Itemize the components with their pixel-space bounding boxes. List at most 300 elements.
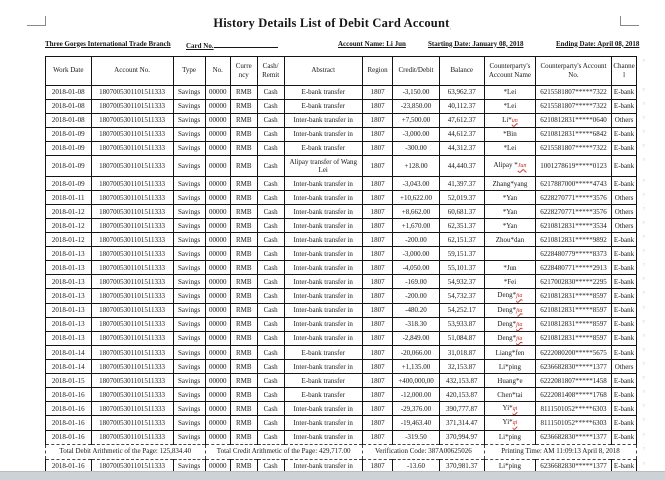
cell-no: 00000 [205,360,230,374]
cell-region: 1807 [362,346,393,360]
cell-work-date: 2018-01-14 [46,346,92,360]
cell-type: Savings [173,289,205,303]
cell-credit-debit: -20,066.00 [393,346,439,360]
cell-abstract: Inter-bank transfer in [284,261,362,275]
cell-counterparty-account: 6215581807*****7322 [535,99,611,113]
cell-balance: 390,777.87 [439,402,485,416]
cell-account-no: 1807005301101511333 [91,141,173,155]
cell-work-date: 2018-01-15 [46,374,92,388]
cell-channel: E-bank ¤ [612,402,637,416]
cell-currency: RMB [230,289,257,303]
table-row [46,332,637,346]
document-page [0,16,665,480]
cell-type: Savings [173,113,205,127]
cell-account-no: 1807005301101511333 [91,219,173,233]
cell-credit-debit: -3,000.00 [393,127,439,141]
cell-credit-debit: -3,043.00 [393,177,439,191]
cell-channel: E-bank ¤ [612,85,637,99]
cell-counterparty-account: 1001278619*****0123 [535,155,611,177]
cell-credit-debit: +8,662.00 [393,205,439,219]
page-bottom-edge [0,471,665,480]
cell-account-no: 1807005301101511333 [91,191,173,205]
cell-work-date: 2018-01-16 [46,459,92,473]
cell-abstract: Alipay transfer of Wang Lei [284,155,362,177]
cell-no: 00000 [205,113,230,127]
cell-cash-remit: Cash [257,317,284,331]
cell-abstract: E-bank transfer [284,374,362,388]
cell-counterparty-account: 6217887000*****4743 [535,177,611,191]
cell-account-no: 1807005301101511333 [91,113,173,127]
cell-type: Savings [173,374,205,388]
red-annotated-name-part: jia [516,293,523,300]
cell-no: 00000 [205,155,230,177]
cell-no: 00000 [205,416,230,430]
cell-work-date: 2018-01-13 [46,317,92,331]
cell-type: Savings [173,247,205,261]
cell-currency: RMB [230,99,257,113]
cell-no: 00000 [205,332,230,346]
cell-credit-debit: +1,135.00 [393,360,439,374]
cell-work-date: 2018-01-12 [46,219,92,233]
cell-cash-remit: Cash [257,99,284,113]
cell-no: 00000 [205,219,230,233]
cell-work-date: 2018-01-16 [46,388,92,402]
cell-counterparty-name: Li*ping [485,360,536,374]
cell-counterparty-account: 6228480779*****8373 [535,247,611,261]
cell-credit-debit: -23,850.00 [393,99,439,113]
table-row [46,402,637,416]
cell-credit-debit: -200.00 [393,289,439,303]
cell-type: Savings [173,346,205,360]
red-annotated-name-part: qi [512,406,518,413]
table-row [46,388,637,402]
cell-channel: E-bank ¤ [612,247,637,261]
cell-counterparty-name: Li*ping [485,430,536,444]
cell-region: 1807 [362,155,393,177]
cell-counterparty-name [485,247,536,261]
cell-type: Savings [173,261,205,275]
cell-account-no: 1807005301101511333 [91,233,173,247]
cell-account-no: 1807005301101511333 [91,430,173,444]
cell-currency: RMB [230,205,257,219]
cell-work-date: 2018-01-13 [46,247,92,261]
cell-channel: E-bank ¤ [612,374,637,388]
cell-abstract: E-bank transfer [284,85,362,99]
column-header: Region [362,56,393,85]
cell-type: Savings [173,459,205,473]
cell-counterparty-account: 6210812831*****8597 [535,289,611,303]
cell-no: 00000 [205,127,230,141]
table-row [46,141,637,155]
cell-abstract: E-bank transfer [284,388,362,402]
cell-currency: RMB [230,374,257,388]
cell-balance: 55,101.37 [439,261,485,275]
cell-account-no: 1807005301101511333 [91,416,173,430]
column-header: Cash/ Remit [257,56,284,85]
cell-currency: RMB [230,416,257,430]
cell-credit-debit: -3,150.00 [393,85,439,99]
cell-type: Savings [173,219,205,233]
cell-work-date: 2018-01-08 [46,85,92,99]
table-row [46,360,637,374]
cell-cash-remit: Cash [257,191,284,205]
cell-work-date: 2018-01-08 [46,113,92,127]
cell-counterparty-name: Deng*jia [485,317,536,331]
cell-cash-remit: Cash [257,332,284,346]
cell-counterparty-account: 8111501052*****6303 [535,416,611,430]
cell-region: 1807 [362,127,393,141]
cell-type: Savings [173,99,205,113]
cell-abstract: Inter-bank transfer in [284,430,362,444]
table-body [46,85,637,473]
cell-work-date: 2018-01-14 [46,360,92,374]
cell-credit-debit: -200.00 [393,233,439,247]
cell-currency: RMB [230,191,257,205]
cell-region: 1807 [362,360,393,374]
cell-credit-debit: -29,376.00 [393,402,439,416]
cell-no: 00000 [205,177,230,191]
cell-no: 00000 [205,289,230,303]
cell-currency: RMB [230,317,257,331]
cell-region: 1807 [362,233,393,247]
cell-credit-debit: -2,849.00 [393,332,439,346]
cell-currency: RMB [230,247,257,261]
cell-channel: E-bank ¤ [612,303,637,317]
cell-work-date: 2018-01-13 [46,275,92,289]
cell-account-no: 1807005301101511333 [91,85,173,99]
cell-counterparty-account: 6210812831*****6842 [535,127,611,141]
cell-credit-debit: +7,500.00 [393,113,439,127]
cell-cash-remit: Cash [257,141,284,155]
cell-no: 00000 [205,275,230,289]
cell-no: 00000 [205,141,230,155]
table-row [46,191,637,205]
cell-channel: E-bank ¤ [612,155,637,177]
cell-work-date: 2018-01-08 [46,99,92,113]
cell-no: 00000 [205,233,230,247]
cell-region: 1807 [362,459,393,473]
cell-balance: 44,312.37 [439,141,485,155]
cell-type: Savings [173,416,205,430]
cell-channel: E-bank ¤ [612,388,637,402]
cell-counterparty-account: 6210812831*****9892 [535,233,611,247]
cell-credit-debit: -318.30 [393,317,439,331]
column-header: Counterparty's Account Name [485,56,536,85]
cell-currency: RMB [230,459,257,473]
cell-abstract: E-bank transfer [284,346,362,360]
cell-work-date: 2018-01-16 [46,416,92,430]
cell-cash-remit: Cash [257,205,284,219]
cell-account-no: 1807005301101511333 [91,303,173,317]
cell-counterparty-account: 6228270771*****3576 [535,191,611,205]
cell-balance: 371,314.47 [439,416,485,430]
cell-balance: 54,252.17 [439,303,485,317]
cell-abstract: Inter-bank transfer in [284,416,362,430]
cell-account-no: 1807005301101511333 [91,317,173,331]
cell-currency: RMB [230,85,257,99]
cell-counterparty-name: *Yan [485,191,536,205]
cell-currency: RMB [230,332,257,346]
column-header: Work Date [46,56,92,85]
header-row [46,56,637,85]
cell-cash-remit: Cash [257,247,284,261]
cell-counterparty-name: Zhou*dan [485,233,536,247]
summary-total-debit: Total Debit Arithmetic of the Page: 125,834.40 [46,444,206,459]
table-row [46,113,637,127]
table-row [46,99,637,113]
cell-counterparty-name: Alipay *Jun [485,155,536,177]
summary-printing-time: Printing Time: AM 11:09:13 April 8, 2018 ¤ [485,444,637,459]
table-row [46,317,637,331]
cell-type: Savings [173,177,205,191]
cell-abstract: Inter-bank transfer in [284,275,362,289]
red-annotated-name-part: un [511,117,518,124]
cell-credit-debit: +128.00 [393,155,439,177]
cell-counterparty-account: 6210812831*****8597 [535,317,611,331]
table-row [46,155,637,177]
cell-region: 1807 [362,374,393,388]
cell-credit-debit: -4,050.00 [393,261,439,275]
cell-currency: RMB [230,177,257,191]
cell-channel: E-bank ¤ [612,233,637,247]
cell-credit-debit: -12,000.00 [393,388,439,402]
cell-balance: 54,732.37 [439,289,485,303]
cell-account-no: 1807005301101511333 [91,360,173,374]
cell-counterparty-name: *Yan [485,205,536,219]
cell-region: 1807 [362,317,393,331]
cell-currency: RMB [230,219,257,233]
table-row [46,219,637,233]
cell-region: 1807 [362,402,393,416]
cell-region: 1807 [362,332,393,346]
cell-channel: Others ¤ [612,219,637,233]
cell-counterparty-name: *Jun [485,261,536,275]
cell-no: 00000 [205,374,230,388]
cell-region: 1807 [362,113,393,127]
cell-cash-remit: Cash [257,275,284,289]
cell-type: Savings [173,360,205,374]
table-row [46,374,637,388]
cell-channel: E-bank ¤ [612,141,637,155]
cell-abstract: Inter-bank transfer in [284,191,362,205]
cell-credit-debit: -300.00 [393,141,439,155]
red-annotated-name-part: Jun [517,163,527,170]
cell-work-date: 2018-01-13 [46,303,92,317]
cell-counterparty-account: 6228480771*****2913 [535,261,611,275]
cell-cash-remit: Cash [257,402,284,416]
table-row [46,85,637,99]
cell-type: Savings [173,332,205,346]
column-header: Curre ncy [230,56,257,85]
crop-mark-top-right [620,16,639,26]
cell-no: 00000 [205,247,230,261]
cell-credit-debit: +400,000,00 [393,374,439,388]
cell-account-no: 1807005301101511333 [91,99,173,113]
cell-type: Savings [173,233,205,247]
cell-balance: 51,084.87 [439,332,485,346]
cell-no: 00000 [205,85,230,99]
cell-counterparty-account: 6236682830*****1377 [535,360,611,374]
cell-abstract: Inter-bank transfer in [284,113,362,127]
page-title: History Details List of Debit Card Account · [0,16,665,33]
cell-credit-debit: -480.20 [393,303,439,317]
cell-currency: RMB [230,155,257,177]
cell-channel: E-bank ¤ [612,99,637,113]
cell-balance: 432,153.87 [439,374,485,388]
cell-abstract: Inter-bank transfer in [284,303,362,317]
cell-counterparty-name: Deng*jia [485,303,536,317]
cell-counterparty-name: Li*ping [485,459,536,473]
cell-counterparty-account: 6210812831*****8597 [535,332,611,346]
cell-cash-remit: Cash [257,346,284,360]
cell-counterparty-name: *Yan [485,219,536,233]
cell-no: 00000 [205,317,230,331]
cell-account-no: 1807005301101511333 [91,127,173,141]
cell-work-date: 2018-01-12 [46,205,92,219]
cell-work-date: 2018-01-09 [46,177,92,191]
cell-counterparty-account: 6222081408*****1768 [535,388,611,402]
cell-region: 1807 [362,275,393,289]
cell-currency: RMB [230,388,257,402]
cell-abstract: Inter-bank transfer in [284,205,362,219]
cell-balance: 370,981.37 [439,459,485,473]
document-meta [0,40,665,53]
cell-balance: 62,151.37 [439,233,485,247]
cell-currency: RMB [230,346,257,360]
cell-account-no: 1807005301101511333 [91,289,173,303]
cell-cash-remit: Cash [257,374,284,388]
cell-abstract: Inter-bank transfer in [284,332,362,346]
cell-cash-remit: Cash [257,155,284,177]
cell-account-no: 1807005301101511333 [91,177,173,191]
cell-no: 00000 [205,261,230,275]
cell-no: 00000 [205,205,230,219]
cell-counterparty-account: 6222081807*****1458 [535,374,611,388]
cell-type: Savings [173,430,205,444]
cell-balance: 44,612.37 [439,127,485,141]
cell-account-no: 1807005301101511333 [91,247,173,261]
cell-region: 1807 [362,191,393,205]
cell-counterparty-name: *Fei [485,275,536,289]
cell-account-no: 1807005301101511333 [91,332,173,346]
cell-channel: E-bank ¤ [612,289,637,303]
account-name: Account Name: Li Jun [338,39,406,48]
cell-counterparty-account: 6210812831*****0640 [535,113,611,127]
cell-balance: 40,112.37 [439,99,485,113]
cell-region: 1807 [362,303,393,317]
table-row [46,346,637,360]
cell-currency: RMB [230,127,257,141]
cell-type: Savings [173,155,205,177]
cell-channel: E-bank ¤ [612,459,637,473]
cell-counterparty-account: 6210812831*****3534 [535,219,611,233]
cell-work-date: 2018-01-09 [46,127,92,141]
cell-counterparty-name: *Lei [485,99,536,113]
cell-region: 1807 [362,177,393,191]
cell-region: 1807 [362,289,393,303]
table-row [46,177,637,191]
cell-work-date: 2018-01-13 [46,261,92,275]
cell-credit-debit: +1,670.00 [393,219,439,233]
cell-account-no: 1807005301101511333 [91,205,173,219]
cell-credit-debit: -319.50 [393,430,439,444]
cell-channel: E-bank ¤ [612,261,637,275]
cell-type: Savings [173,191,205,205]
cell-balance: 32,153.87 [439,360,485,374]
cell-type: Savings [173,388,205,402]
cell-counterparty-account: 8111501052*****6303 [535,402,611,416]
summary-verification-code: Verification Code: 387A00625026 [362,444,484,459]
column-header: Account No. [91,56,173,85]
cell-type: Savings [173,275,205,289]
cell-no: 00000 [205,402,230,416]
cell-counterparty-account: 6215581807*****7322 [535,141,611,155]
cell-balance: 41,397.37 [439,177,485,191]
cell-cash-remit: Cash [257,219,284,233]
cell-no: 00000 [205,459,230,473]
cell-region: 1807 [362,85,393,99]
cell-counterparty-name: Liang*fen [485,346,536,360]
cell-cash-remit: Cash [257,289,284,303]
cell-cash-remit: Cash [257,127,284,141]
cell-abstract: Inter-bank transfer in [284,360,362,374]
cell-currency: RMB [230,402,257,416]
cell-counterparty-name: Zhang*yang [485,177,536,191]
column-header: Type [173,56,205,85]
red-annotated-name-part: jia [516,307,523,314]
cell-no: 00000 [205,191,230,205]
cell-cash-remit: Cash [257,430,284,444]
cell-balance: 52,019.37 [439,191,485,205]
cell-region: 1807 [362,247,393,261]
cell-currency: RMB [230,303,257,317]
cell-region: 1807 [362,99,393,113]
cell-counterparty-name: *Bin [485,127,536,141]
cell-cash-remit: Cash [257,85,284,99]
cell-work-date: 2018-01-09 [46,141,92,155]
cell-region: 1807 [362,219,393,233]
cell-currency: RMB [230,261,257,275]
cell-work-date: 2018-01-13 [46,332,92,346]
cell-work-date: 2018-01-13 [46,289,92,303]
cell-no: 00000 [205,99,230,113]
cell-region: 1807 [362,430,393,444]
cell-balance: 63,962.37 [439,85,485,99]
cell-counterparty-name: Chen*tai [485,388,536,402]
cell-cash-remit: Cash [257,113,284,127]
table-row [46,430,637,444]
cell-type: Savings [173,127,205,141]
cell-channel: E-bank ¤ [612,430,637,444]
table-row [46,127,637,141]
table-row [46,261,637,275]
cell-region: 1807 [362,141,393,155]
cell-channel: Others ¤ [612,205,637,219]
table-row [46,416,637,430]
cell-abstract: Inter-bank transfer in [284,317,362,331]
cell-account-no: 1807005301101511333 [91,261,173,275]
cell-abstract: Inter-bank transfer in [284,247,362,261]
cell-counterparty-name: Yi*qi [485,402,536,416]
column-header: Counterparty's Account No. [535,56,611,85]
cell-account-no: 1807005301101511333 [91,155,173,177]
cell-channel: E-bank ¤ [612,317,637,331]
cell-abstract: Inter-bank transfer in [284,177,362,191]
cell-counterparty-name: Yi*qi [485,416,536,430]
cell-balance: 44,440.37 [439,155,485,177]
summary-row [46,444,637,459]
cell-currency: RMB [230,141,257,155]
